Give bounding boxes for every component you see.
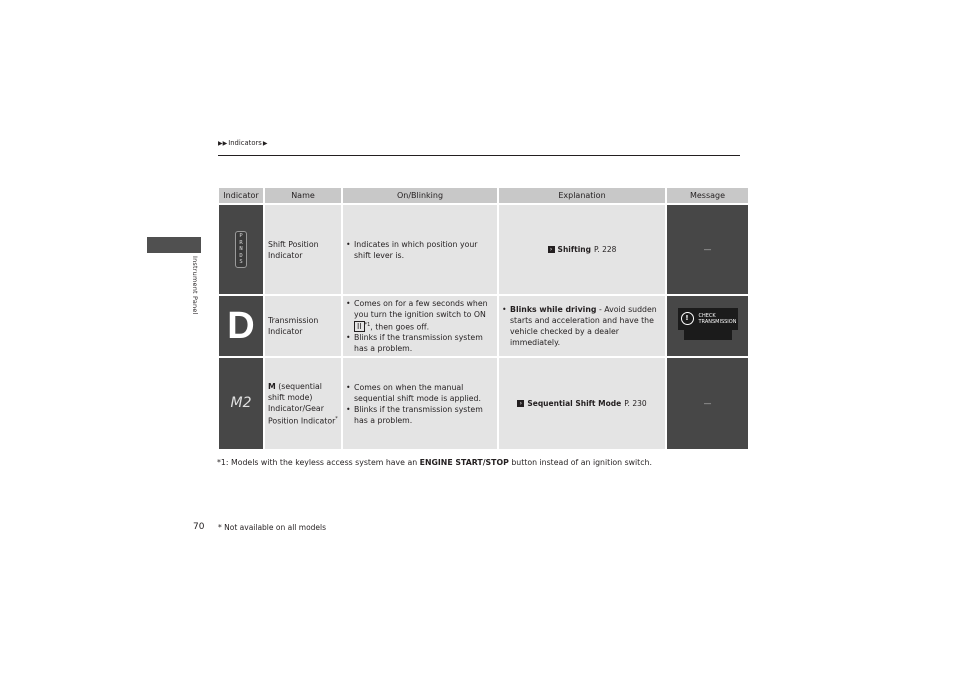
reference-page: P. 228 (594, 245, 617, 254)
on-blinking-cell (343, 296, 497, 356)
list-item-text: - Avoid sudden starts and acceleration and have the vehicle checked by a dealer immediately. (510, 305, 657, 347)
indicators-table (217, 186, 750, 451)
emphasis: Blinks while driving (510, 305, 597, 314)
list-item (346, 298, 494, 333)
indicator-cell (219, 296, 263, 356)
breadcrumb (218, 139, 267, 147)
footnote-ref: * (335, 415, 338, 422)
header-indicator: Indicator (219, 188, 263, 203)
reference-arrow-icon: › (517, 400, 524, 407)
double-arrow-icon: ▶▶ (218, 139, 228, 147)
reference-arrow-icon: › (548, 246, 555, 253)
list-item-text: , then goes off. (370, 322, 430, 332)
table-row (219, 358, 748, 449)
table-row (219, 205, 748, 294)
cross-reference-link[interactable] (502, 244, 662, 255)
explanation-cell (499, 296, 665, 356)
message-cell: — (667, 205, 748, 294)
arrow-icon: ▶ (262, 139, 268, 147)
indicator-cell (219, 205, 263, 294)
header-rule (218, 155, 740, 156)
cross-reference-link[interactable] (502, 398, 662, 409)
table-row (219, 296, 748, 356)
section-label: Instrument Panel (191, 256, 199, 315)
on-blinking-cell (343, 205, 497, 294)
m2-icon: M2 (230, 394, 252, 411)
emphasis: M (268, 381, 276, 391)
availability-note: * Not available on all models (218, 523, 327, 532)
reference-page: P. 230 (624, 399, 647, 408)
header-explanation: Explanation (499, 188, 665, 203)
transmission-d-icon: D (227, 305, 255, 347)
header-on-blinking: On/Blinking (343, 188, 497, 203)
footnote-ref: *1 (364, 321, 371, 328)
list-item: • Comes on when the manual sequential shift mode is applied. (346, 382, 494, 404)
name-cell (265, 358, 341, 449)
name-text: (sequential shift mode) Indicator/Gear Position Indicator (268, 381, 336, 426)
list-item-text: Comes on for a few seconds when you turn the ignition switch to ON (354, 298, 488, 319)
indicator-cell (219, 358, 263, 449)
reference-title: Sequential Shift Mode (527, 399, 622, 408)
message-line: CHECK (698, 312, 716, 319)
message-line: TRANSMISSION (698, 318, 737, 325)
list-item: • Indicates in which position your shift lever is. (346, 239, 494, 261)
message-cell (667, 296, 748, 356)
table-header-row (219, 188, 748, 203)
explanation-cell (499, 205, 665, 294)
footnote (217, 458, 652, 467)
footnote-text: *1: Models with the keyless access system have an (217, 458, 420, 467)
name-cell: Shift Position Indicator (265, 205, 341, 294)
header-message: Message (667, 188, 748, 203)
list-item: • Blinks if the transmission system has a problem. (346, 404, 494, 426)
list-item: • Blinks if the transmission system has a problem. (346, 332, 494, 354)
section-tab (147, 237, 201, 253)
explanation-cell (499, 358, 665, 449)
on-blinking-cell (343, 358, 497, 449)
page-number: 70 (193, 522, 205, 532)
check-transmission-message (678, 308, 738, 342)
name-cell: Transmission Indicator (265, 296, 341, 356)
footnote-emphasis: ENGINE START/STOP (419, 458, 509, 467)
ignition-position-box: II (354, 321, 365, 332)
breadcrumb-label: Indicators (228, 139, 262, 147)
reference-title: Shifting (557, 245, 591, 254)
list-item (502, 304, 662, 348)
warning-gear-icon: ! (681, 312, 694, 325)
header-name: Name (265, 188, 341, 203)
message-cell: — (667, 358, 748, 449)
shift-position-icon: P R N D S (235, 231, 246, 268)
footnote-text: button instead of an ignition switch. (508, 458, 652, 467)
